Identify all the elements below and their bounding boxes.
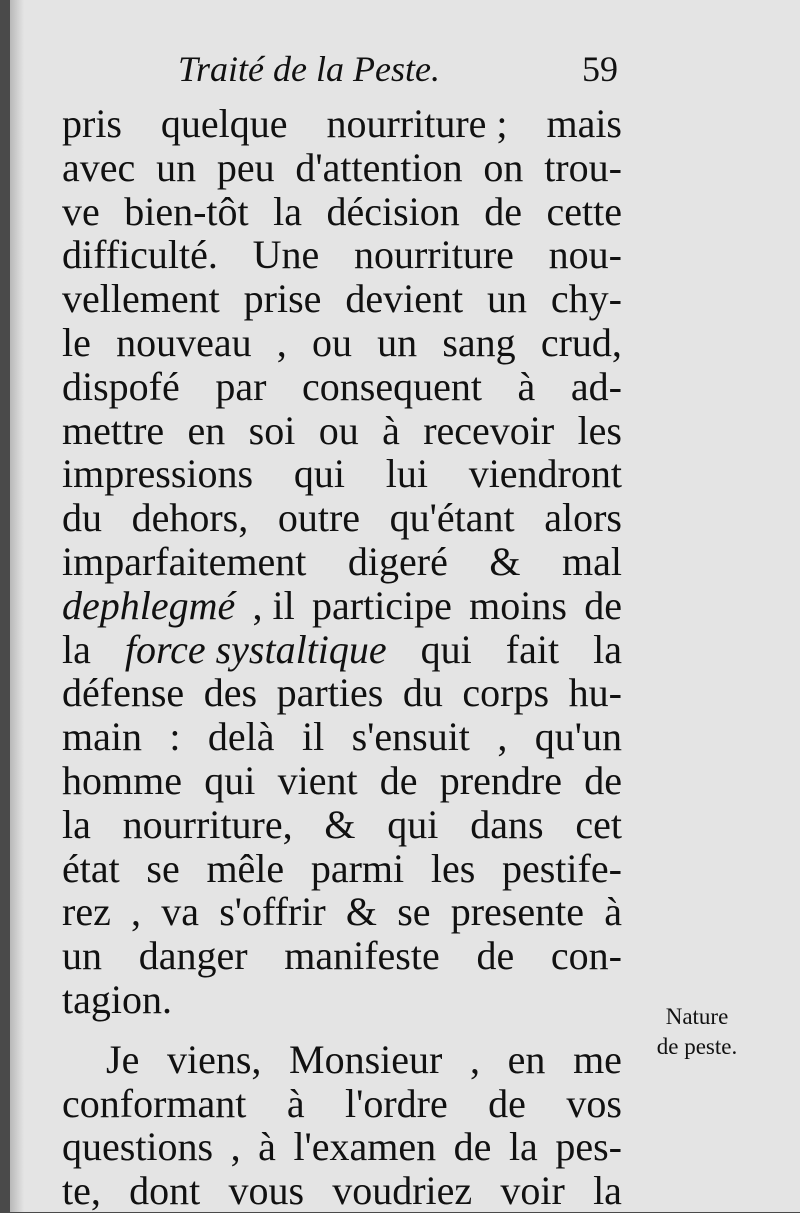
running-title: Traité de la Peste. xyxy=(178,49,440,89)
word: viendront xyxy=(468,451,622,497)
word: corps xyxy=(462,670,550,716)
word: presente xyxy=(450,889,584,935)
text-line xyxy=(62,496,622,540)
word: , xyxy=(276,319,287,365)
word: un xyxy=(156,144,197,190)
word: sang xyxy=(442,319,516,365)
word: chy- xyxy=(550,276,622,322)
word: qu'un xyxy=(534,714,622,760)
text-line xyxy=(62,146,622,190)
word: nourriture ; xyxy=(326,101,508,146)
word: dont xyxy=(129,1168,201,1213)
text-line xyxy=(62,934,622,978)
word: prendre xyxy=(439,757,562,803)
text-line xyxy=(62,540,622,584)
text-line xyxy=(62,715,622,759)
text-line xyxy=(62,1082,622,1126)
word: un xyxy=(62,933,102,979)
word: état xyxy=(62,845,120,891)
word: , xyxy=(497,714,508,760)
word: peu xyxy=(216,144,275,190)
word: à xyxy=(517,363,536,409)
word: mêle xyxy=(206,845,285,891)
text-line xyxy=(62,409,622,453)
text-line xyxy=(62,628,622,672)
word: de xyxy=(476,933,515,979)
word: en xyxy=(187,407,226,453)
word: trou- xyxy=(544,144,622,190)
word: Je xyxy=(106,1036,140,1082)
word: qui xyxy=(293,451,345,497)
word: des xyxy=(203,670,258,716)
italic-word: dephlegmé xyxy=(62,582,236,628)
word: vellement xyxy=(62,276,220,322)
word: de xyxy=(584,582,622,628)
word: nouveau xyxy=(116,319,252,365)
word: la xyxy=(62,801,91,847)
word: un xyxy=(486,276,527,322)
word: de xyxy=(484,188,523,234)
text-line xyxy=(62,584,622,628)
word: ve xyxy=(62,188,100,234)
word: nourriture, xyxy=(122,801,293,847)
word: vos xyxy=(566,1080,622,1126)
word: vous xyxy=(228,1168,305,1213)
word: dans xyxy=(470,801,544,847)
word: s'offrir xyxy=(219,889,326,935)
word: : xyxy=(169,714,181,760)
text-line xyxy=(62,803,622,847)
word: mettre xyxy=(62,407,165,453)
word: recevoir xyxy=(423,407,555,453)
word: qu'étant xyxy=(389,495,515,541)
word: qui xyxy=(204,757,256,803)
word: à xyxy=(258,1124,276,1170)
word: à xyxy=(382,407,400,453)
word: les xyxy=(430,845,476,891)
word: un xyxy=(377,319,418,365)
word: s'ensuit xyxy=(351,714,470,760)
text-line xyxy=(62,1038,622,1082)
word: parties xyxy=(276,670,384,716)
page-number: 59 xyxy=(582,49,618,89)
word: crud, xyxy=(540,319,622,365)
word: dehors, xyxy=(131,495,249,541)
word: qui xyxy=(420,626,472,672)
word: Monsieur xyxy=(289,1036,443,1082)
word: cet xyxy=(575,801,622,847)
word: , xyxy=(470,1036,481,1082)
word: du xyxy=(62,495,102,541)
word: , xyxy=(230,1124,241,1170)
text-line xyxy=(62,452,622,496)
word: me xyxy=(573,1036,622,1082)
word: con- xyxy=(550,933,622,979)
word: décision xyxy=(326,188,460,234)
word: delà xyxy=(207,714,275,760)
word: quelque xyxy=(160,101,288,146)
word: de xyxy=(453,1124,492,1170)
word: , il xyxy=(252,582,295,628)
word: bien-tôt xyxy=(124,188,249,234)
word: consequent xyxy=(302,363,482,409)
word: alors xyxy=(544,495,622,541)
text-line xyxy=(62,847,622,891)
text-line xyxy=(62,102,622,146)
margin-note-line: de peste. xyxy=(656,1034,738,1059)
page-header xyxy=(70,48,618,98)
word: devient xyxy=(345,276,464,322)
word: ou xyxy=(318,407,359,453)
word: main xyxy=(62,714,142,760)
word: moins xyxy=(469,582,567,628)
text-line xyxy=(62,233,622,277)
word: les xyxy=(577,407,622,453)
text-line xyxy=(62,277,622,321)
word: de xyxy=(584,757,622,803)
text-line xyxy=(62,1125,622,1169)
word: & xyxy=(489,538,521,584)
word: rez xyxy=(62,889,111,935)
word: en xyxy=(507,1036,546,1082)
word: manifeste xyxy=(284,933,440,979)
word: conformant xyxy=(62,1080,247,1126)
word: la xyxy=(273,188,302,234)
word: te, xyxy=(62,1168,101,1213)
word: voudriez xyxy=(332,1168,473,1213)
text-line xyxy=(62,978,622,1022)
word: outre xyxy=(277,495,361,541)
book-page xyxy=(10,0,800,1212)
word: défense xyxy=(62,670,185,716)
margin-note xyxy=(632,1002,762,1062)
word: mal xyxy=(562,538,622,584)
word: va xyxy=(161,889,199,935)
text-line xyxy=(62,190,622,234)
word: soi xyxy=(248,407,296,453)
word: la xyxy=(508,1124,538,1170)
word: par xyxy=(215,363,267,409)
word: hu- xyxy=(568,670,622,716)
word: dispofé xyxy=(62,363,180,409)
word: nourriture xyxy=(353,232,514,278)
word: imparfaitement xyxy=(62,538,307,584)
word: l'examen xyxy=(293,1124,437,1170)
word: digeré xyxy=(347,538,448,584)
margin-note-line: Nature xyxy=(665,1004,729,1029)
text-line xyxy=(62,321,622,365)
word: la xyxy=(62,626,91,672)
text-line xyxy=(62,759,622,803)
word: du xyxy=(402,670,443,716)
word: se xyxy=(397,889,431,935)
word: la xyxy=(593,1168,622,1213)
word: parmi xyxy=(310,845,405,891)
word: pris xyxy=(62,101,122,146)
word: à xyxy=(604,889,622,935)
word: l'ordre xyxy=(345,1080,448,1126)
word: qui xyxy=(387,801,439,847)
text-line xyxy=(62,365,622,409)
word: , xyxy=(131,889,142,935)
body-text xyxy=(62,102,622,1213)
word: la xyxy=(593,626,622,672)
word: questions xyxy=(62,1124,214,1170)
word: fait xyxy=(505,626,560,672)
word: impressions xyxy=(62,451,254,497)
word: avec xyxy=(62,144,136,190)
word: pestife- xyxy=(501,845,622,891)
word: de xyxy=(379,757,418,803)
word: de xyxy=(488,1080,526,1126)
word: ad- xyxy=(570,363,622,409)
word: se xyxy=(146,845,180,891)
word: Une xyxy=(252,232,320,278)
word: il xyxy=(301,714,325,760)
word: d'attention xyxy=(295,144,463,190)
word: voir xyxy=(500,1168,565,1213)
text-line xyxy=(62,1169,622,1213)
word: nou- xyxy=(548,232,622,278)
text-line xyxy=(62,671,622,715)
word: mais xyxy=(546,101,622,146)
word: lui xyxy=(385,451,428,497)
word: homme xyxy=(62,757,182,803)
word: difficulté. xyxy=(62,232,218,278)
word: on xyxy=(483,144,524,190)
word: vient xyxy=(277,757,358,803)
word: tagion. xyxy=(62,976,172,1022)
word: prise xyxy=(243,276,322,322)
word: & xyxy=(324,801,356,847)
word: ou xyxy=(311,319,352,365)
word: danger xyxy=(138,933,248,979)
text-line xyxy=(62,890,622,934)
word: & xyxy=(345,889,377,935)
word: cette xyxy=(546,188,622,234)
word: viens, xyxy=(166,1036,262,1082)
word: à xyxy=(286,1080,305,1126)
word: participe xyxy=(312,582,452,628)
word: le xyxy=(62,319,91,365)
word: pes- xyxy=(555,1124,622,1170)
italic-phrase: force systaltique xyxy=(124,626,387,672)
